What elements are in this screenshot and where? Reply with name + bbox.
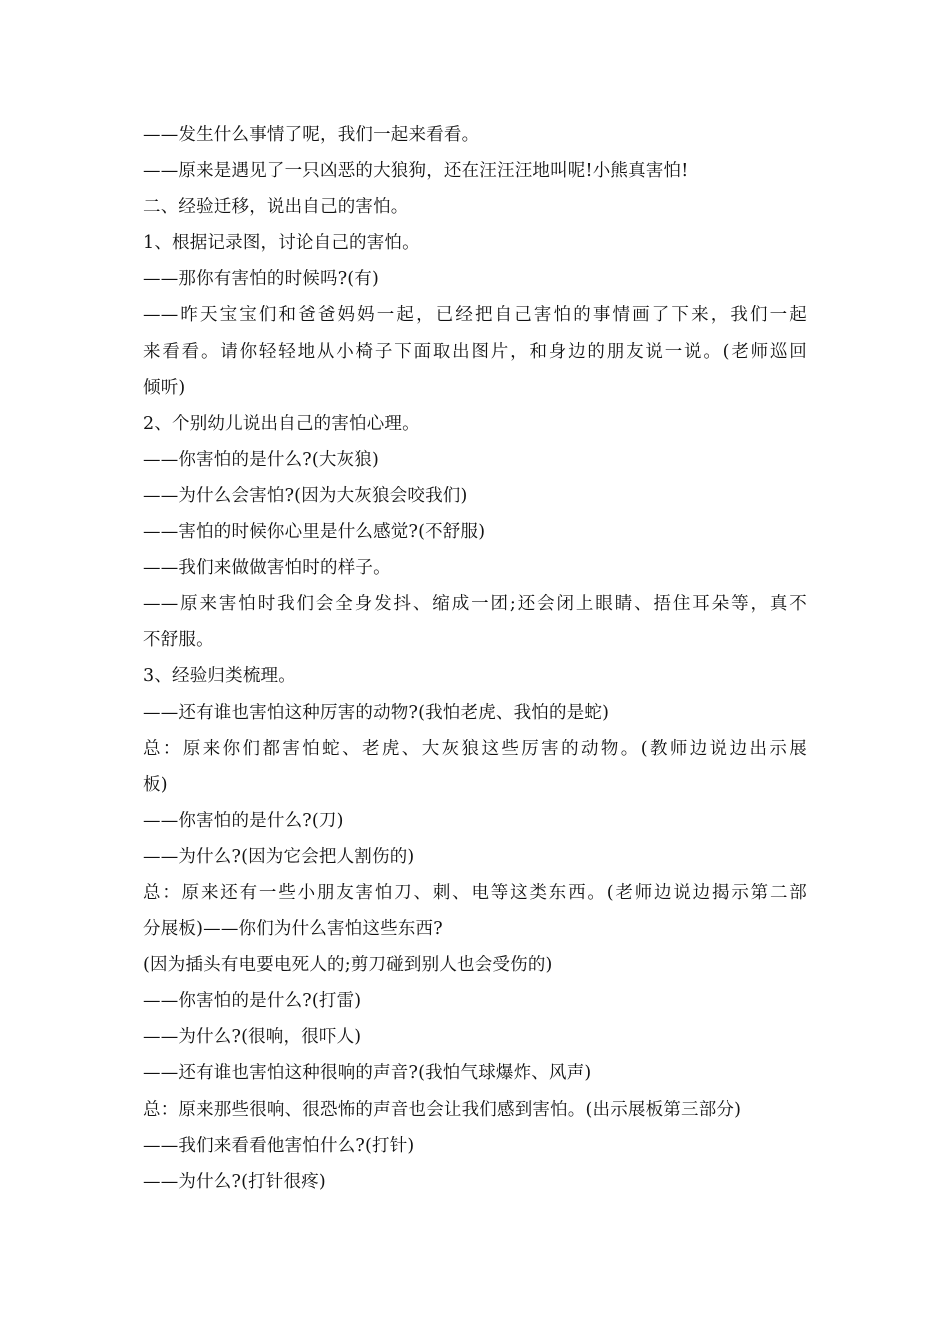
text-line: ——为什么?(打针很疼): [143, 1171, 326, 1192]
text-line: ——还有谁也害怕这种厉害的动物?(我怕老虎、我怕的是蛇): [143, 702, 610, 723]
text-line: ——我们来做做害怕时的样子。: [143, 558, 391, 579]
text-line: ——害怕的时候你心里是什么感觉?(不舒服): [143, 522, 486, 543]
subsection-heading: 2、个别幼儿说出自己的害怕心理。: [143, 413, 420, 434]
text-line: 分展板)——你们为什么害怕这些东西?: [143, 919, 443, 940]
text-line: 来看看。请你轻轻地从小椅子下面取出图片，和身边的朋友说一说。(老师巡回: [143, 341, 807, 362]
section-heading: 二、经验迁移，说出自己的害怕。: [143, 197, 409, 218]
subsection-heading: 3、经验归类梳理。: [143, 666, 296, 687]
text-line: 总：原来那些很响、很恐怖的声音也会让我们感到害怕。(出示展板第三部分): [143, 1099, 742, 1120]
text-line: ——为什么会害怕?(因为大灰狼会咬我们): [143, 485, 468, 506]
text-line: ——原来害怕时我们会全身发抖、缩成一团;还会闭上眼睛、捂住耳朵等，真不: [143, 594, 807, 615]
text-line: ——你害怕的是什么?(打雷): [143, 991, 362, 1012]
text-line: ——你害怕的是什么?(大灰狼): [143, 449, 380, 470]
text-line: 总：原来还有一些小朋友害怕刀、刺、电等这类东西。(老师边说边揭示第二部: [143, 882, 807, 903]
text-line: ——为什么?(因为它会把人割伤的): [143, 846, 415, 867]
text-line: ——还有谁也害怕这种很响的声音?(我怕气球爆炸、风声): [143, 1063, 592, 1084]
text-line: ——昨天宝宝们和爸爸妈妈一起，已经把自己害怕的事情画了下来，我们一起: [143, 305, 807, 326]
document-body: [143, 117, 807, 1200]
text-line: 总：原来你们都害怕蛇、老虎、大灰狼这些厉害的动物。(教师边说边出示展: [143, 738, 807, 759]
text-line: ——我们来看看他害怕什么?(打针): [143, 1135, 415, 1156]
text-line: 板): [143, 774, 168, 795]
text-line: ——原来是遇见了一只凶恶的大狼狗，还在汪汪汪地叫呢!小熊真害怕!: [143, 161, 689, 182]
subsection-heading: 1、根据记录图，讨论自己的害怕。: [143, 233, 420, 254]
text-line: ——那你有害怕的时候吗?(有): [143, 269, 380, 290]
text-line: ——你害怕的是什么?(刀): [143, 810, 344, 831]
text-line: ——发生什么事情了呢，我们一起来看看。: [143, 125, 480, 145]
text-line: (因为插头有电要电死人的;剪刀碰到别人也会受伤的): [143, 955, 553, 976]
text-line: 倾听): [143, 377, 186, 398]
text-line: ——为什么?(很响，很吓人): [143, 1027, 362, 1048]
text-line: 不舒服。: [143, 630, 214, 651]
